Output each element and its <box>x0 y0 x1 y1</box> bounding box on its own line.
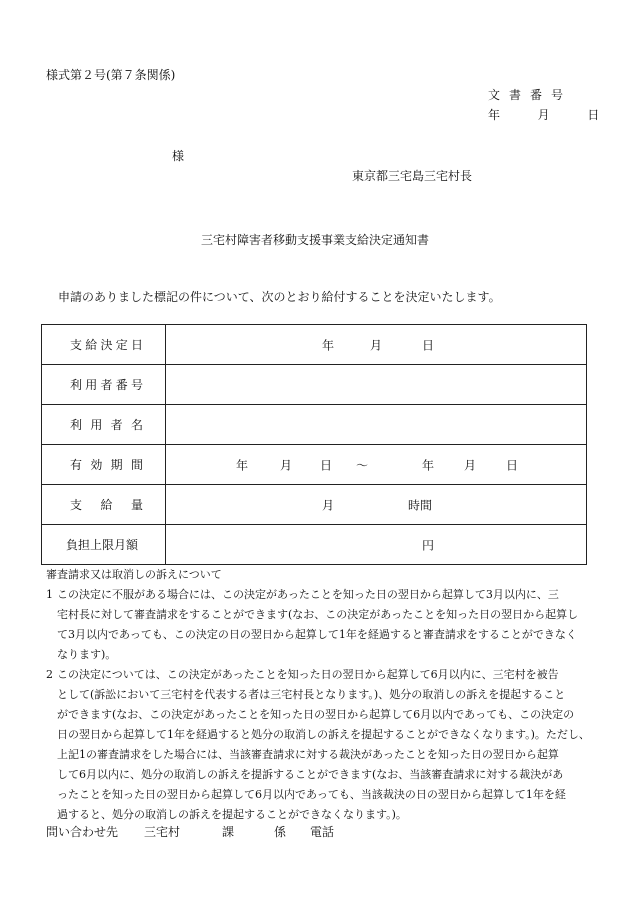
label-text-char: 定 <box>115 338 128 352</box>
table-row <box>42 445 587 485</box>
label-text-char: 支 <box>70 498 83 512</box>
decision-table <box>41 324 587 565</box>
amount-month: 月 <box>322 498 335 512</box>
period-start-day: 日 <box>320 458 333 472</box>
period-end-day: 日 <box>506 458 519 472</box>
period-start-year: 年 <box>236 458 249 472</box>
row-label-cell <box>42 325 166 365</box>
contact-section: 課 <box>222 825 235 839</box>
label-text-char: 間 <box>130 458 143 472</box>
document-title: 三宅村障害者移動支援事業支給決定通知書 <box>200 233 429 247</box>
issuer-name: 東京都三宅島三宅村長 <box>352 169 473 183</box>
label-text-char: 者 <box>110 418 123 432</box>
user-name-cell <box>166 405 587 445</box>
label-text-char: 期 <box>110 458 123 472</box>
row-label-cell <box>42 365 166 405</box>
contact-village: 三宅村 <box>144 825 181 839</box>
user-number-cell <box>166 365 587 405</box>
table-row <box>42 365 587 405</box>
label-text-char: 者 <box>100 378 113 392</box>
supply-amount-cell <box>166 485 587 525</box>
note-line: て3月以内であっても、この決定の日の翌日から起算して1年を経過すると審査請求をすることができなく <box>57 628 577 641</box>
contact-staff: 係 <box>274 825 287 839</box>
form-number: 様式第２号(第７条関係) <box>46 68 176 82</box>
decision-date-year: 年 <box>322 338 335 352</box>
notes-heading: 審査請求又は取消しの訴えについて <box>46 568 222 581</box>
label-text: 負担上限月額 <box>66 538 139 552</box>
row-label-cell <box>42 445 166 485</box>
label-text-char: 給 <box>100 498 113 512</box>
table-row <box>42 525 587 565</box>
note-line: 日の翌日から起算して1年を経過すると処分の取消しの訴えを提起することができなくなります。)。ただし、 <box>57 728 590 741</box>
note-line: この決定については、この決定があったことを知った日の翌日から起算して6月以内に、三宅村を被告 <box>57 668 559 681</box>
document-number-label: 文書番号 <box>488 88 573 102</box>
label-text-char: 名 <box>130 418 143 432</box>
note-number: 2 <box>46 668 53 681</box>
note-item-1 <box>46 585 594 665</box>
row-label-cell <box>42 485 166 525</box>
issue-date-month: 月 <box>537 108 550 122</box>
note-number: 1 <box>46 588 53 601</box>
label-text-char: 給 <box>85 338 98 352</box>
intro-text: 申請のありました標記の件について、次のとおり給付することを決定いたします。 <box>58 290 501 304</box>
label-text-char: 支 <box>70 338 83 352</box>
validity-period-cell <box>166 445 587 485</box>
contact-label: 問い合わせ先 <box>46 825 119 839</box>
period-end-month: 月 <box>464 458 477 472</box>
burden-limit-cell <box>166 525 587 565</box>
period-end-year: 年 <box>422 458 435 472</box>
label-text-char: 号 <box>130 378 143 392</box>
note-line: して6月以内に、処分の取消しの訴えを提訴することができます(なお、当該審査請求に対する裁決があ <box>57 768 564 781</box>
note-line: 上記1の審査請求をした場合には、当該審査請求に対する裁決があったことを知った日の翌日から起算 <box>57 748 559 761</box>
period-start-month: 月 <box>280 458 293 472</box>
decision-date-month: 月 <box>370 338 383 352</box>
issue-date <box>488 106 599 123</box>
note-line: 宅村長に対して審査請求をすることができます(なお、この決定があったことを知った日の翌日から起算し <box>57 608 579 621</box>
note-line: なります)。 <box>57 648 117 661</box>
note-line: ったことを知った日の翌日から起算して6月以内であっても、当該裁決の日の翌日から起算して1年を経 <box>57 788 566 801</box>
note-line: 過すると、処分の取消しの訴えを提起することができなくなります。)。 <box>57 808 407 821</box>
row-label-cell <box>42 405 166 445</box>
decision-date-cell <box>166 325 587 365</box>
label-text-char: 番 <box>115 378 128 392</box>
issue-date-day: 日 <box>587 108 600 122</box>
label-text-char: 用 <box>85 378 98 392</box>
contact-phone: 電話 <box>310 825 335 839</box>
note-line: この決定に不服がある場合には、この決定があったことを知った日の翌日から起算して3月以内に、三 <box>57 588 559 601</box>
label-text-char: 用 <box>90 418 103 432</box>
addressee-suffix: 様 <box>172 149 185 163</box>
limit-yen: 円 <box>422 538 435 552</box>
label-text-char: 量 <box>130 498 143 512</box>
note-line: ができます(なお、この決定があったことを知った日の翌日から起算して6月以内であっても、この決定の <box>57 708 575 721</box>
label-text-char: 有 <box>70 458 83 472</box>
period-tilde: 〜 <box>356 458 369 472</box>
note-line: として(訴訟において三宅村を代表する者は三宅村長となります。)、処分の取消しの訴えを提起すること <box>57 688 566 701</box>
table-row <box>42 405 587 445</box>
row-label-cell <box>42 525 166 565</box>
decision-date-day: 日 <box>422 338 435 352</box>
amount-hours: 時間 <box>408 498 433 512</box>
table-row <box>42 485 587 525</box>
label-text-char: 利 <box>70 378 83 392</box>
note-item-2 <box>46 665 594 825</box>
issue-date-year: 年 <box>488 108 501 122</box>
appeal-notes <box>46 565 594 825</box>
label-text-char: 決 <box>100 338 113 352</box>
label-text-char: 利 <box>70 418 83 432</box>
label-text-char: 日 <box>130 338 143 352</box>
table-row <box>42 325 587 365</box>
label-text-char: 効 <box>90 458 103 472</box>
